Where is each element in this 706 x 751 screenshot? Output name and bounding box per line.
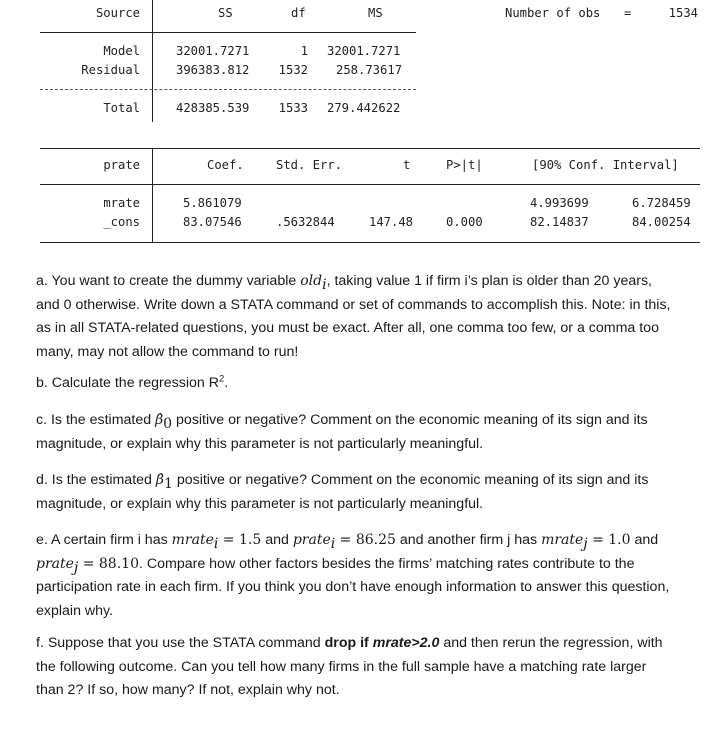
subscript: j: [73, 559, 79, 576]
question-b-text-1: b. Calculate the regression R: [36, 375, 219, 391]
var-mrate: mrate: [541, 532, 584, 548]
coef-header-coef: Coef.: [207, 158, 244, 172]
coef-header-depvar: prate: [103, 158, 140, 172]
coef-row-coef: 83.07546: [183, 215, 242, 229]
question-a-text-1: a. You want to create the dummy variable: [36, 273, 301, 289]
question-e-text: e. A certain firm i has: [36, 532, 172, 548]
question-b: [36, 372, 676, 396]
anova-row-ss: 396383.812: [176, 63, 250, 77]
subscript: i: [213, 535, 219, 552]
question-f-text-2: and then rerun the regression, with the following outcome. Can you tell how many firms in the full sample have a matching rate larger than 2? If so, how many? If not, explain why not.: [36, 635, 663, 698]
anova-header-ms: MS: [368, 6, 383, 20]
equation-value: = 1.0: [587, 532, 631, 548]
stata-command: drop if: [324, 635, 373, 651]
beta-hat-1: β̂: [155, 472, 164, 488]
coef-row-ci-hi: 84.00254: [632, 215, 691, 229]
coef-bottom-rule: [40, 242, 700, 243]
anova-row-df: 1: [300, 44, 308, 58]
question-c-text-2: positive or negative? Comment on the economic meaning of its sign and its magnitude, or explain why this parameter is not particularly meaningful.: [36, 412, 648, 452]
equation-value: = 88.10: [78, 555, 139, 572]
question-d-text-2: positive or negative? Comment on the economic meaning of its sign and its magnitude, or explain why this parameter is not particularly meaningful.: [36, 472, 649, 512]
question-b-text-2: .: [224, 375, 229, 391]
anova-row-df: 1533: [278, 101, 308, 115]
nobs-value: 1534: [668, 6, 698, 20]
coef-top-rule: [40, 148, 700, 149]
anova-row-ms: 32001.7271: [327, 44, 401, 58]
anova-header-rule: [40, 32, 416, 33]
coef-row-ci-hi: 6.728459: [632, 196, 691, 210]
coef-header-p: P>|t|: [446, 158, 483, 172]
coef-row-se: .5632844: [276, 215, 335, 229]
question-d: [36, 469, 676, 516]
question-e-text: and: [630, 532, 659, 548]
question-a-text-2: , taking value 1 if firm i’s plan is older than 20 years, and 0 otherwise. Write down a STATA command or set of commands to accomplish this. Note: in this, as in all STATA-related questions, you must be exact. After all, one comma too few, or a comma too many, may not allow the command to run!: [36, 273, 671, 360]
question-c: [36, 409, 676, 456]
beta-1-subscript: 1: [163, 475, 173, 492]
question-f: [36, 632, 676, 703]
anova-row-label: Residual: [81, 63, 140, 77]
var-old: old: [300, 273, 323, 289]
anova-row-ms: 279.442622: [327, 101, 401, 115]
anova-row-df: 1532: [278, 63, 308, 77]
question-e-text: . Compare how other factors besides the firms’ matching rates contribute to the participation rate in each firm. If you think you don’t have enough information to answer this question, explain why.: [36, 555, 670, 619]
coef-header-ci: [90% Conf. Interval]: [532, 158, 679, 172]
anova-vrule: [152, 0, 153, 122]
var-old-subscript: i: [322, 276, 327, 293]
anova-header-source: Source: [95, 6, 140, 20]
anova-row-label: Model: [103, 44, 140, 58]
anova-row-ss: 428385.539: [176, 101, 250, 115]
anova-header-df: df: [291, 6, 306, 20]
coef-row-coef: 5.861079: [183, 196, 242, 210]
nobs-eq: =: [624, 6, 632, 20]
question-d-text-1: d. Is the estimated: [36, 472, 156, 488]
subscript: i: [330, 535, 336, 552]
coef-row-p: 0.000: [446, 215, 483, 229]
question-e: [36, 529, 676, 623]
question-e-text: and another firm j has: [395, 532, 542, 548]
beta-hat-0: β̂: [155, 412, 164, 428]
equation-value: = 86.25: [335, 532, 396, 548]
coef-header-t: t: [403, 158, 411, 172]
coef-header-rule: [40, 184, 700, 185]
r-squared-superscript: 2: [218, 373, 225, 385]
stata-command-condition: mrate>2.0: [372, 635, 440, 651]
anova-row-ss: 32001.7271: [176, 44, 250, 58]
beta-0-subscript: 0: [163, 415, 173, 432]
coef-row-t: 147.48: [369, 215, 414, 229]
var-mrate: mrate: [171, 532, 214, 548]
coef-header-se: Std. Err.: [276, 158, 343, 172]
question-f-text-1: f. Suppose that you use the STATA command: [36, 635, 325, 651]
anova-header-ss: SS: [218, 6, 233, 20]
coef-row-label: mrate: [103, 196, 140, 210]
coef-row-ci-lo: 4.993699: [530, 196, 589, 210]
nobs-label: Number of obs: [505, 6, 601, 20]
question-c-text-1: c. Is the estimated: [36, 412, 156, 428]
question-a: [36, 270, 676, 364]
question-e-text: and: [261, 532, 293, 548]
anova-row-label: Total: [103, 101, 140, 115]
equation-value: = 1.5: [218, 532, 262, 548]
anova-row-ms: 258.73617: [336, 63, 403, 77]
anova-total-rule: [40, 89, 416, 90]
coef-vrule: [152, 148, 153, 243]
subscript: j: [583, 535, 588, 552]
var-prate: prate: [292, 532, 331, 548]
coef-row-ci-lo: 82.14837: [530, 215, 589, 229]
coef-row-label: _cons: [103, 215, 140, 229]
var-prate: prate: [36, 555, 74, 572]
